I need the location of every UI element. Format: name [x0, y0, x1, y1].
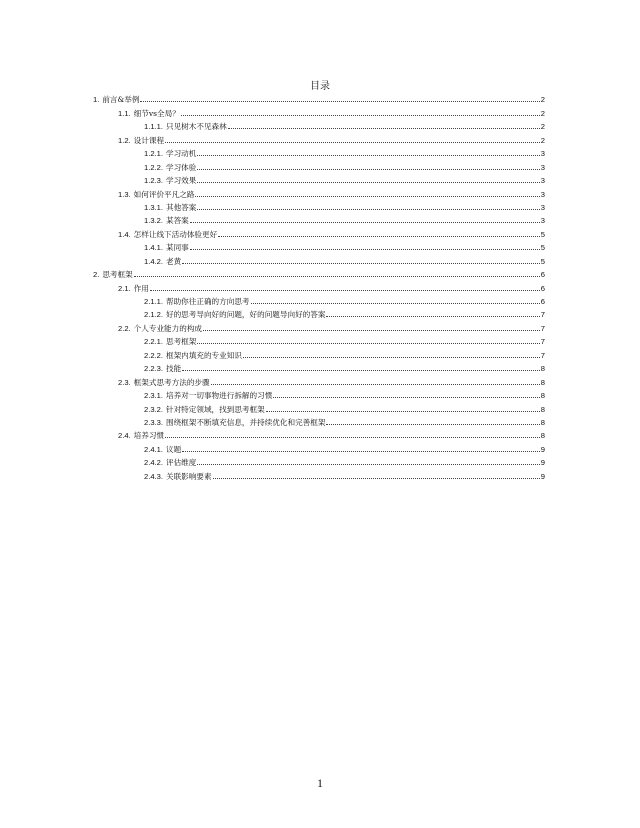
toc-entry[interactable] — [93, 239, 545, 252]
toc-entry[interactable] — [93, 440, 545, 453]
toc-entry-page: 7 — [540, 337, 545, 347]
toc-entry-page: 9 — [540, 471, 545, 481]
toc-entry[interactable] — [93, 400, 545, 413]
toc-entry-label: 议题 — [166, 444, 182, 454]
toc-entry-page: 9 — [540, 458, 545, 468]
toc-entry-number: 1.3.2. — [144, 216, 163, 226]
toc-leader-dots — [243, 357, 540, 358]
toc-entry[interactable] — [93, 346, 545, 359]
toc-entry[interactable] — [93, 252, 545, 265]
toc-entry[interactable] — [93, 427, 545, 440]
toc-entry[interactable] — [93, 279, 545, 292]
toc-leader-dots — [197, 169, 539, 170]
toc-entry[interactable] — [93, 266, 545, 279]
toc-leader-dots — [326, 316, 539, 317]
toc-leader-dots — [134, 276, 540, 277]
toc-entry-label: 设计课程 — [133, 135, 165, 145]
toc-entry-label: 前言&举例 — [102, 95, 140, 105]
toc-entry[interactable] — [93, 467, 545, 480]
toc-leader-dots — [140, 101, 539, 102]
toc-entry-page: 2 — [540, 108, 545, 118]
toc-leader-dots — [197, 343, 539, 344]
toc-entry-number: 1.2. — [118, 135, 131, 145]
toc-entry-page: 3 — [540, 189, 545, 199]
toc-entry[interactable] — [93, 131, 545, 144]
toc-entry[interactable] — [93, 91, 545, 104]
toc-entry[interactable] — [93, 185, 545, 198]
toc-entry-number: 1.3.1. — [144, 202, 163, 212]
toc-entry-label: 学习动机 — [166, 149, 197, 159]
toc-entry-number: 1. — [93, 95, 100, 105]
toc-entry-number: 2.4.3. — [144, 471, 163, 481]
toc-leader-dots — [197, 155, 539, 156]
toc-entry-page: 8 — [540, 364, 545, 374]
toc-entry[interactable] — [93, 293, 545, 306]
toc-entry[interactable] — [93, 118, 545, 131]
toc-entry[interactable] — [93, 225, 545, 238]
toc-entry-label: 作用 — [133, 283, 149, 293]
toc-entry[interactable] — [93, 414, 545, 427]
toc-entry[interactable] — [93, 360, 545, 373]
toc-leader-dots — [273, 397, 539, 398]
toc-entry-number: 2.3.3. — [144, 417, 163, 427]
toc-entry-number: 2.2.3. — [144, 364, 163, 374]
toc-leader-dots — [182, 263, 540, 264]
toc-entry-label: 学习效果 — [166, 176, 197, 186]
toc-leader-dots — [165, 142, 540, 143]
toc-entry-page: 8 — [540, 377, 545, 387]
table-of-contents — [93, 91, 545, 481]
toc-entry-number: 1.4.1. — [144, 243, 163, 253]
toc-entry-number: 1.2.2. — [144, 162, 163, 172]
toc-leader-dots — [190, 222, 540, 223]
toc-entry-number: 1.1. — [118, 108, 131, 118]
toc-entry-number: 2.4.2. — [144, 458, 163, 468]
toc-entry-page: 2 — [540, 135, 545, 145]
toc-entry[interactable] — [93, 212, 545, 225]
toc-entry-label: 如何评价平凡之路 — [133, 189, 195, 199]
toc-entry-label: 某同事 — [166, 243, 189, 253]
toc-entry-label: 思考框架 — [102, 270, 133, 280]
toc-entry[interactable] — [93, 319, 545, 332]
toc-leader-dots — [326, 424, 539, 425]
toc-entry-number: 2.3.1. — [144, 391, 163, 401]
toc-entry-page: 3 — [540, 202, 545, 212]
toc-entry-page: 8 — [540, 391, 545, 401]
toc-leader-dots — [197, 182, 539, 183]
toc-entry-page: 7 — [540, 350, 545, 360]
toc-entry-number: 2.2.2. — [144, 350, 163, 360]
toc-entry-label: 培养对一切事物进行拆解的习惯 — [166, 391, 273, 401]
toc-entry-number: 1.2.1. — [144, 149, 163, 159]
toc-leader-dots — [197, 464, 539, 465]
toc-entry[interactable] — [93, 158, 545, 171]
toc-leader-dots — [165, 437, 540, 438]
toc-leader-dots — [211, 384, 540, 385]
toc-entry-label: 框架内填充的专业知识 — [166, 350, 242, 360]
toc-entry-number: 1.4. — [118, 229, 131, 239]
toc-entry-label: 技能 — [166, 364, 182, 374]
toc-entry-page: 8 — [540, 417, 545, 427]
toc-leader-dots — [182, 451, 540, 452]
toc-leader-dots — [190, 249, 540, 250]
toc-entry-number: 1.4.2. — [144, 256, 163, 266]
toc-entry-page: 9 — [540, 444, 545, 454]
toc-entry[interactable] — [93, 306, 545, 319]
toc-entry-page: 6 — [540, 270, 545, 280]
toc-entry[interactable] — [93, 172, 545, 185]
toc-entry[interactable] — [93, 145, 545, 158]
toc-entry-label: 关联影响要素 — [166, 471, 212, 481]
toc-entry-page: 6 — [540, 283, 545, 293]
toc-leader-dots — [195, 196, 539, 197]
toc-entry-label: 个人专业能力的构成 — [133, 323, 203, 333]
toc-entry-label: 思考框架 — [166, 337, 197, 347]
toc-entry[interactable] — [93, 104, 545, 117]
toc-entry-page: 7 — [540, 323, 545, 333]
toc-leader-dots — [150, 290, 540, 291]
toc-entry-label: 学习体验 — [166, 162, 197, 172]
toc-leader-dots — [228, 128, 540, 129]
toc-leader-dots — [213, 478, 540, 479]
toc-leader-dots — [197, 209, 539, 210]
toc-entry-page: 3 — [540, 176, 545, 186]
toc-entry-page: 3 — [540, 149, 545, 159]
toc-entry-label: 某答案 — [166, 216, 189, 226]
toc-entry-label: 培养习惯 — [133, 431, 165, 441]
toc-leader-dots — [203, 330, 540, 331]
toc-leader-dots — [266, 411, 540, 412]
toc-entry-number: 2.1. — [118, 283, 131, 293]
toc-entry-number: 1.2.3. — [144, 176, 163, 186]
toc-entry-number: 2.4. — [118, 431, 131, 441]
toc-entry-number: 2.1.1. — [144, 297, 163, 306]
toc-entry-number: 2.2. — [118, 323, 131, 333]
toc-title: 目录 — [310, 81, 330, 92]
toc-entry-label: 围绕框架不断填充信息，并持续优化和完善框架 — [166, 417, 326, 427]
toc-entry[interactable] — [93, 387, 545, 400]
toc-entry-label: 其他答案 — [166, 202, 197, 212]
toc-entry[interactable] — [93, 333, 545, 346]
toc-leader-dots — [251, 303, 540, 304]
toc-entry-number: 2.3. — [118, 377, 131, 387]
page-number: 1 — [317, 776, 323, 790]
toc-entry-page: 6 — [540, 297, 545, 306]
toc-entry-page: 5 — [540, 229, 545, 239]
toc-entry-number: 2.4.1. — [144, 444, 163, 454]
toc-entry-label: 只见树木不见森林 — [166, 122, 227, 132]
toc-entry-number: 2.1.2. — [144, 310, 163, 320]
toc-entry-label: 好的思考导向好的问题，好的问题导向好的答案 — [166, 310, 326, 320]
toc-entry-page: 5 — [540, 256, 545, 266]
toc-entry-label: 细节vs全局？ — [133, 108, 180, 118]
toc-entry-page: 8 — [540, 404, 545, 414]
toc-entry-page: 2 — [540, 95, 545, 105]
toc-entry-label: 框架式思考方法的步骤 — [133, 377, 210, 387]
toc-entry-number: 1.1.1. — [144, 122, 163, 132]
toc-entry-page: 3 — [540, 162, 545, 172]
toc-entry-number: 2. — [93, 270, 100, 280]
toc-entry-page: 8 — [540, 431, 545, 441]
toc-leader-dots — [218, 236, 540, 237]
toc-entry-label: 评估维度 — [166, 458, 197, 468]
toc-entry[interactable] — [93, 454, 545, 467]
toc-entry-page: 3 — [540, 216, 545, 226]
toc-entry-number: 1.3. — [118, 189, 131, 199]
toc-entry-page: 5 — [540, 243, 545, 253]
toc-entry-label: 针对特定领域，找到思考框架 — [166, 404, 265, 414]
toc-entry-page: 7 — [540, 310, 545, 320]
toc-leader-dots — [181, 115, 540, 116]
toc-entry-number: 2.2.1. — [144, 337, 163, 347]
toc-entry-label: 帮助你往正确的方向思考 — [166, 297, 250, 306]
toc-entry-number: 2.3.2. — [144, 404, 163, 414]
toc-entry[interactable] — [93, 373, 545, 386]
toc-entry[interactable] — [93, 199, 545, 212]
toc-entry-page: 2 — [540, 122, 545, 132]
toc-entry-label: 怎样让线下活动体验更好 — [133, 229, 218, 239]
toc-entry-label: 老黄 — [166, 256, 182, 266]
toc-leader-dots — [182, 370, 540, 371]
